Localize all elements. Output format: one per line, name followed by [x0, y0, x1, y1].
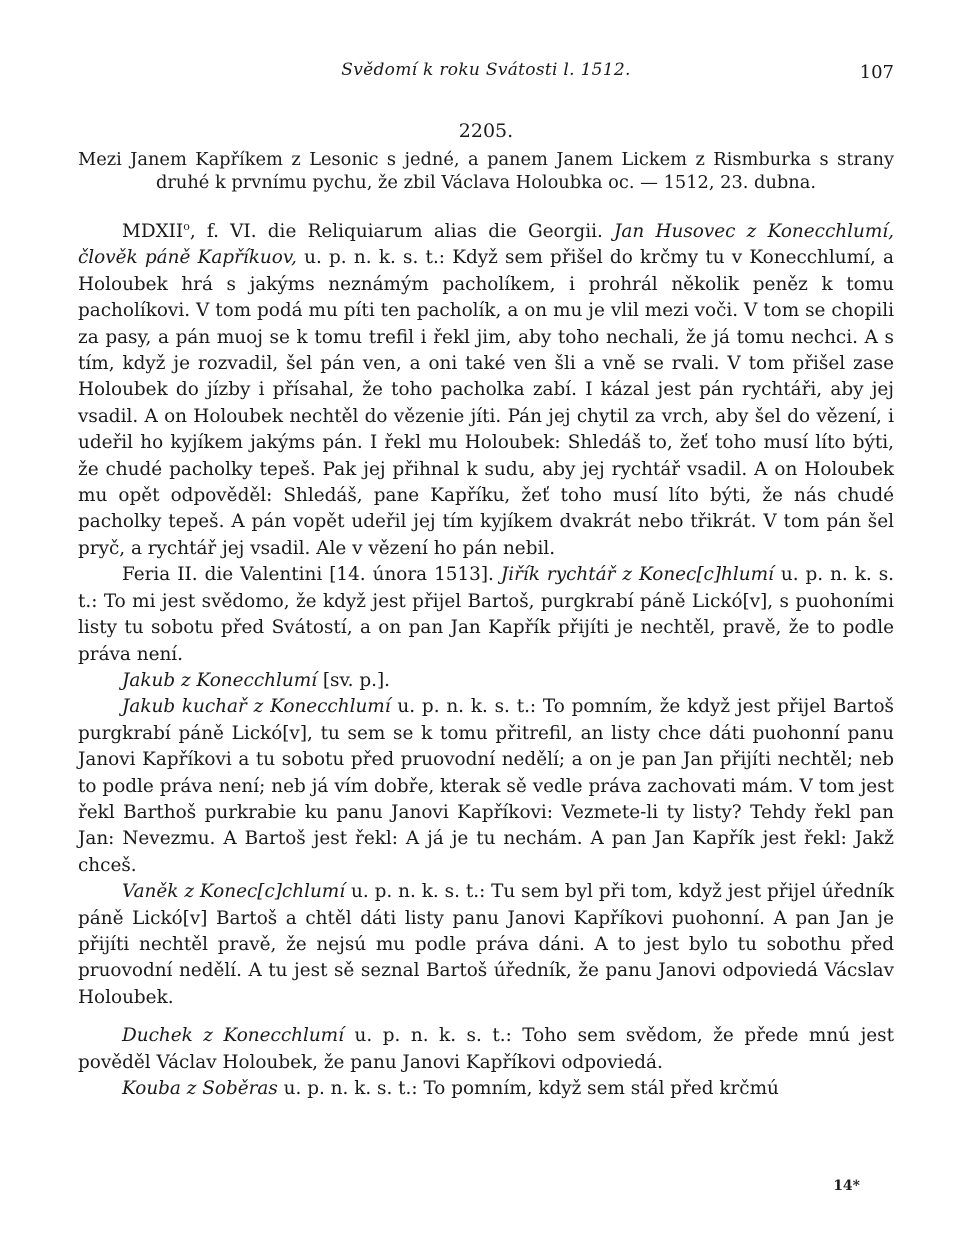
entry-number: 2205.	[458, 120, 514, 142]
paragraph	[78, 1023, 894, 1076]
paragraph-text: , f. VI. die Reliquiarum alias die Georgii.	[189, 221, 615, 242]
paragraph	[78, 879, 894, 1011]
witness-name: Vaněk z Konec[c]chlumí	[122, 881, 346, 903]
paragraph-text: u. p. n. k. s. t.: To pomním, když sem stál před krčmú	[277, 1078, 779, 1099]
paragraph	[78, 214, 894, 562]
paragraph-text: u. p. n. k. s. t.: To pomním, že když jest přijel Bartoš purgkrabí páně Lickó[v], tu sem se k tomu přitrefil, an listy chce dáti puohonní panu Janovi Kapříkovi a tu sobotu před pruovodní nedělí; a on je pan Jan přijíti nechtěl; neb to podle práva není; neb já vím dobře, kterak sě vedle práva zachovati mám. V tom jest řekl Barthoš purkrabie ku panu Janovi Kapříkovi: Vezmete-li ty listy? Tehdy řekl pan Jan: Nevezmu. A Bartoš jest řekl: A já je tu nechám. A pan Jan Kapřík jest řekl: Jakž chceš.	[78, 696, 894, 876]
paragraph	[78, 562, 894, 668]
paragraph-text: u. p. n. k. s. t.: Tu sem byl při tom, když jest přijel úředník páně Lickó[v] Bartoš a chtěl dáti listy panu Janovi Kapříkovi puohonní. A pan Jan je přijíti nechtěl pravě, že nejsú mu podle práva dáni. A to jest bylo tu sobothu před pruovodní nedělí. A tu jest sě seznal Bartoš úředník, že panu Janovi odpoviedá Vácslav Holoubek.	[78, 881, 895, 1008]
paragraph-text: u. p. n. k. s. t.: Když sem přišel do krčmy tu v Konecchlumí, a Holoubek hrá s jakýms neznámým pacholíkem, i prohrál několik peněz k tomu pacholíkovi. V tom podá mu píti ten pacholík, a on mu je vlil mezi voči. V tom se chopili za pasy, a pán muoj se k tomu trefil i řekl jim, aby toho nechali, že já tomu nechci. A s tím, když je rozvadil, šel pán ven, a oni také ven šli a vně se rvali. V tom přišel zase Holoubek do jízby i přísahal, že toho pacholka zabí. I kázal jest pán rychtáři, aby jej vsadil. A on Holoubek nechtěl do vězenie jíti. Pán jej chytil za vrch, aby šel do vězení, i udeřil ho kyjíkem jakýms pán. I řekl mu Holoubek: Shledáš to, žeť toho musí líto býti, že chudé pacholky tepeš. Pak jej přihnal k sudu, aby jej rychtář vsadil. A on Holoubek mu opět odpověděl: Shledáš, pane Kapříku, žeť toho musí líto býti, že nás chudé pacholky tepeš. A pán vopět udeřil jej tím kyjíkem dvakrát nebo třikrát. V tom pán šel pryč, a rychtář jej vsadil. Ale v vězení ho pán nebil.	[78, 247, 894, 559]
page-number: 107	[859, 62, 894, 83]
witness-name: Jakub z Konecchlumí	[122, 669, 318, 691]
witness-name: Jan Husovec z Konecchlumí, člověk páně Kapříkuov,	[78, 221, 894, 269]
paragraph-text: Feria II. die Valentini [14. února 1513].	[122, 564, 501, 586]
entry-summary: Mezi Janem Kapříkem z Lesonic s jedné, a panem Janem Lickem z Rismburka s strany druhé k prvnímu pychu, že zbil Václava Holoubka oc. — 1512, 23. dubna.	[78, 149, 894, 193]
witness-name: Jiřík rychtář z Konec[c]hlumí	[500, 564, 774, 586]
paragraph	[78, 1076, 894, 1102]
paragraph	[78, 694, 894, 879]
body-text	[78, 214, 894, 1102]
paragraph-text: u. p. n. k. s. t.: Toho sem svědom, že přede mnú jest pověděl Václav Holoubek, že panu Janovi Kapříkovi odpoviedá.	[78, 1025, 894, 1073]
paragraph-text: u. p. n. k. s. t.: To mi jest svědomo, že když jest přijel Bartoš, purgkrabí páně Lickó[v], s puohoními listy tu sobotu před Svátostí, a on pan Jan Kapřík přijíti je nechtěl, pravě, že to podle práva není.	[78, 564, 894, 665]
paragraph-text: MDXII	[122, 221, 184, 242]
witness-name: Duchek z Konecchlumí	[122, 1025, 345, 1047]
witness-name: Kouba z Soběras	[122, 1078, 278, 1099]
running-title: Svědomí k roku Svátosti l. 1512.	[341, 60, 631, 80]
running-head	[78, 60, 894, 100]
paragraph	[78, 668, 894, 694]
witness-name: Jakub kuchař z Konecchlumí	[122, 696, 391, 718]
paragraph-text: [sv. p.].	[317, 669, 391, 691]
printer-signature: 14*	[833, 1178, 860, 1194]
paragraph-text: o	[183, 220, 190, 233]
